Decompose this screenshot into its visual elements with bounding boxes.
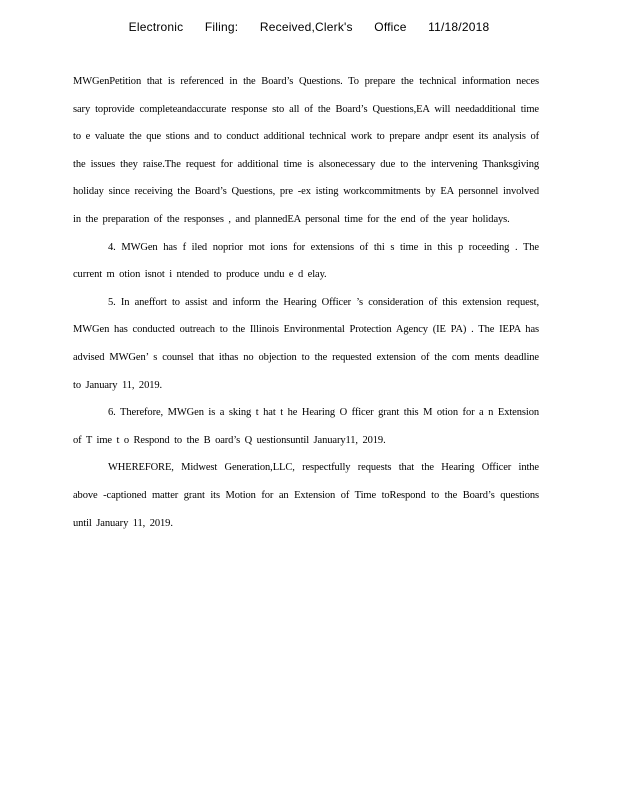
paragraph-wherefore: WHEREFORE, Midwest Generation,LLC, respectfully requests that the Hearing Officer inthe above -captioned matter grant its Motion for an Extension of Time toRespond to the Board’s questions until January 11, 2019.: [73, 462, 539, 529]
header-office: Office: [374, 20, 407, 34]
paragraph-5: 5. In aneffort to assist and inform the Hearing Officer ’s consideration of this extension request, MWGen has conducted outreach to the Illinois Environmental Protection Agency (IE PA) . The IEPA has advised MWGen’ s counsel that ithas no objection to the requested extension of the com ments deadline to January 11, 2019.: [73, 296, 539, 391]
header-electronic: Electronic: [128, 20, 184, 34]
paragraph-continued: MWGenPetition that is referenced in the Board’s Questions. To prepare the technical information neces sary toprovide completeandaccurate response sto all of the Board’s Questions,EA will needadditional time to e valuate the que stions and to conduct additional technical work to prepare andpr esent its analysis of the issues they raise.The request for additional time is alsonecessary due to the intervening Thanksgiving holiday since receiving the Board’s Questions, pre -ex isting workcommitments by EA personnel involved in the preparation of the responses , and plannedEA personal time for the end of the year holidays.: [73, 76, 539, 225]
header-received-clerks: Received,Clerk's: [259, 20, 353, 34]
header-filing: Filing:: [204, 20, 239, 34]
paragraph-6: 6. Therefore, MWGen is a sking t hat t he Hearing O fficer grant this M otion for a n Extension of T ime t o Respond to the B oard’s Q uestionsuntil January11, 2019.: [73, 407, 539, 446]
document-body: [73, 68, 539, 537]
filing-header: [0, 20, 618, 34]
header-date: 11/18/2018: [428, 20, 490, 34]
paragraph-4: 4. MWGen has f iled noprior mot ions for extensions of thi s time in this p roceeding . The current m otion isnot i ntended to produce undu e d elay.: [73, 241, 539, 281]
